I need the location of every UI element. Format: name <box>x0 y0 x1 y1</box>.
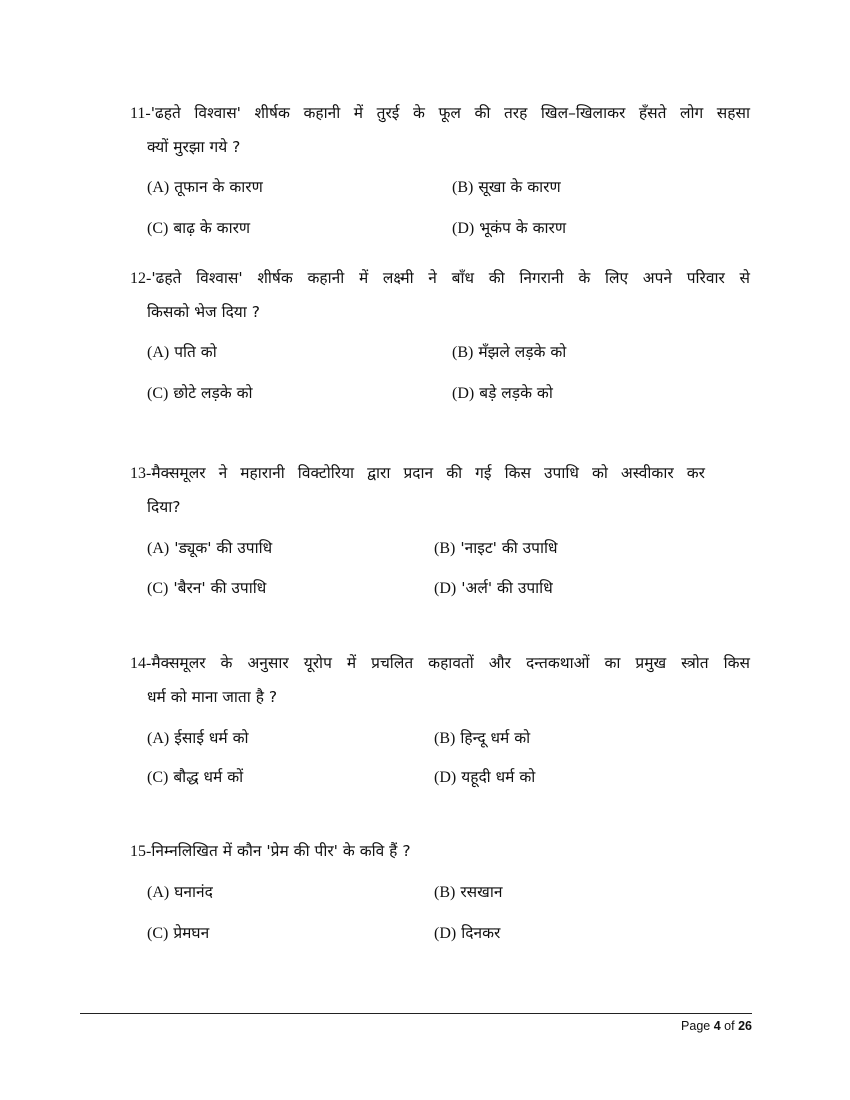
question-12-line1 <box>130 268 750 289</box>
question-15-number: 15- <box>130 843 152 860</box>
q13-option-d: (D) 'अर्ल' की उपाधि <box>434 579 553 597</box>
q15-option-a: (A) घनानंद <box>147 883 213 901</box>
q14-option-b: (B) हिन्दू धर्म को <box>434 729 531 747</box>
q14-option-d: (D) यहूदी धर्म को <box>434 768 536 786</box>
footer-divider <box>80 1013 752 1014</box>
q14-option-a: (A) ईसाई धर्म को <box>147 729 249 747</box>
question-14-line2: धर्म को माना जाता है ? <box>147 688 278 706</box>
q12-option-d: (D) बड़े लड़के को <box>452 384 553 402</box>
question-14-line1 <box>130 653 750 674</box>
q11-option-c: (C) बाढ़ के कारण <box>147 219 251 237</box>
question-12-line2: किसको भेज दिया ? <box>147 303 260 321</box>
question-12-number: 12- <box>130 270 152 287</box>
question-15-line1 <box>130 841 750 862</box>
question-11-line1 <box>130 103 750 124</box>
question-11-number: 11- <box>130 105 151 122</box>
question-15-text: निम्नलिखित में कौन 'प्रेम की पीर' के कवि हैं ? <box>151 842 411 860</box>
page-total: 26 <box>738 1019 752 1033</box>
q15-option-c: (C) प्रेमघन <box>147 924 210 942</box>
q11-option-a: (A) तूफान के कारण <box>147 178 263 196</box>
page-current: 4 <box>713 1019 721 1033</box>
q13-option-b: (B) 'नाइट' की उपाधि <box>434 539 558 557</box>
q13-option-a: (A) 'ड्यूक' की उपाधि <box>147 539 273 557</box>
question-11-line2: क्यों मुरझा गये ? <box>147 138 241 156</box>
question-14-number: 14- <box>130 655 152 672</box>
q12-option-c: (C) छोटे लड़के को <box>147 384 253 402</box>
q11-option-b: (B) सूखा के कारण <box>452 178 561 196</box>
q13-option-c: (C) 'बैरन' की उपाधि <box>147 579 267 597</box>
question-13-text: मैक्समूलर ने महारानी विक्टोरिया द्वारा प्रदान की गई किस उपाधि को अस्वीकार कर <box>151 464 705 482</box>
q12-option-b: (B) मँझले लड़के को <box>452 343 567 361</box>
page-number <box>681 1019 752 1033</box>
q11-option-d: (D) भूकंप के कारण <box>452 219 567 237</box>
q15-option-b: (B) रसखान <box>434 883 503 901</box>
question-13-line2: दिया? <box>147 498 181 516</box>
question-12-text: 'ढहते विश्वास' शीर्षक कहानी में लक्ष्मी ने बाँध की निगरानी के लिए अपने परिवार से <box>151 269 750 287</box>
q14-option-c: (C) बौद्ध धर्म कों <box>147 768 244 786</box>
question-13-line1 <box>130 463 705 484</box>
question-11-text: 'ढहते विश्वास' शीर्षक कहानी में तुरई के फूल की तरह खिल–खिलाकर हँसते लोग सहसा <box>150 104 750 122</box>
of-word: of <box>724 1019 735 1033</box>
q15-option-d: (D) दिनकर <box>434 924 501 942</box>
question-14-text: मैक्समूलर के अनुसार यूरोप में प्रचलित कहावतों और दन्तकथाओं का प्रमुख स्त्रोत किस <box>151 654 750 672</box>
page-word: Page <box>681 1019 711 1033</box>
question-13-number: 13- <box>130 465 152 482</box>
q12-option-a: (A) पति को <box>147 343 217 361</box>
